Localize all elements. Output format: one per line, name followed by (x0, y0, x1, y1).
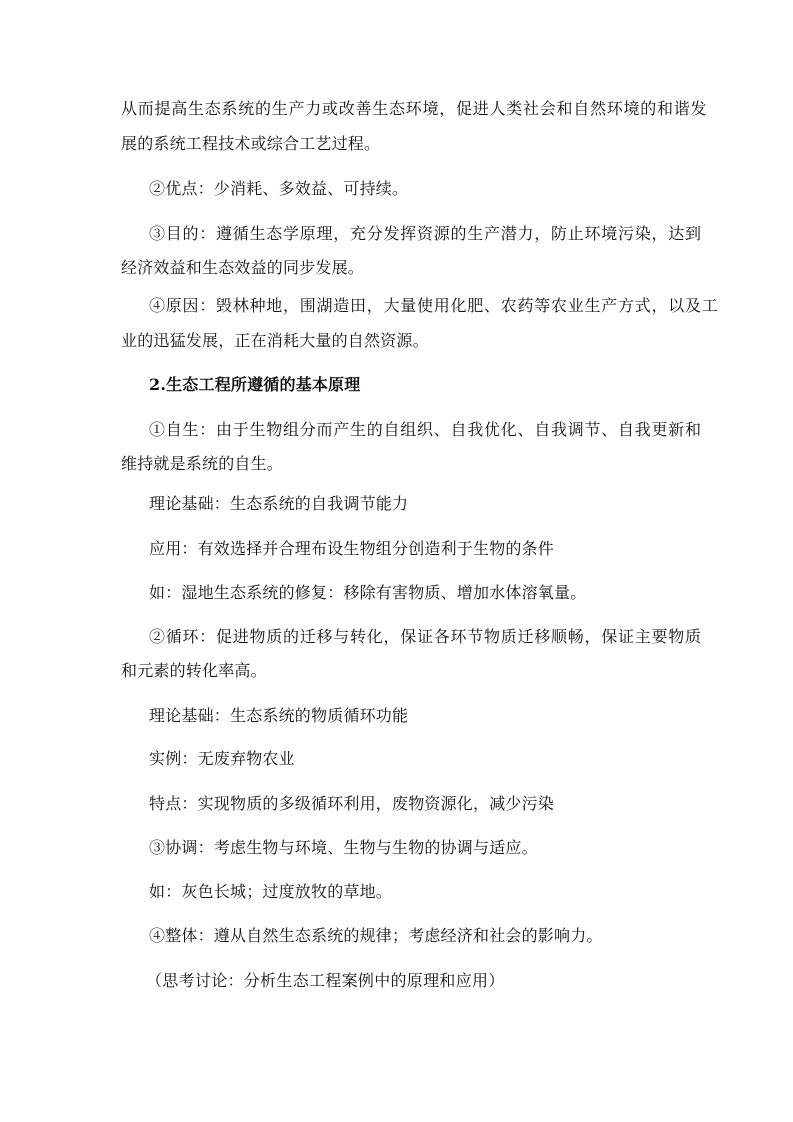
paragraph-cycle-example: 实例：无废弃物农业 (149, 749, 295, 768)
section-heading-principles: 2.生态工程所遵循的基本原理 (149, 375, 361, 394)
paragraph-cause-line-1: ④原因：毁林种地，围湖造田，大量使用化肥、农药等农业生产方式，以及工 (149, 296, 719, 315)
paragraph-advantages: ②优点：少消耗、多效益、可持续。 (149, 179, 409, 198)
discussion-note: （思考讨论：分析生态工程案例中的原理和应用） (146, 971, 505, 990)
paragraph-holism: ④整体：遵从自然生态系统的规律；考虑经济和社会的影响力。 (149, 926, 603, 945)
paragraph-purpose-line-2: 经济效益和生态效益的同步发展。 (121, 258, 365, 277)
paragraph-cycle-theory: 理论基础：生态系统的物质循环功能 (149, 706, 409, 725)
paragraph-cause-line-2: 业的迅猛发展，正在消耗大量的自然资源。 (121, 331, 429, 350)
paragraph-coordination: ③协调：考虑生物与环境、生物与生物的协调与适应。 (149, 838, 538, 857)
paragraph-purpose-line-1: ③目的：遵循生态学原理，充分发挥资源的生产潜力，防止环境污染，达到 (149, 224, 702, 243)
paragraph-definition-line-1: 从而提高生态系统的生产力或改善生态环境，促进人类社会和自然环境的和谐发 (121, 99, 708, 118)
paragraph-self-organization-application: 应用：有效选择并合理布设生物组分创造利于生物的条件 (149, 539, 555, 558)
paragraph-definition-line-2: 展的系统工程技术或综合工艺过程。 (121, 134, 381, 153)
paragraph-self-organization-line-2: 维持就是系统的自生。 (121, 454, 284, 473)
paragraph-cycle-line-2: 和元素的转化率高。 (121, 661, 267, 680)
paragraph-cycle-features: 特点：实现物质的多级循环利用，废物资源化，减少污染 (149, 794, 555, 813)
paragraph-self-organization-theory: 理论基础：生态系统的自我调节能力 (149, 494, 409, 513)
paragraph-self-organization-line-1: ①自生：由于生物组分而产生的自组织、自我优化、自我调节、自我更新和 (149, 420, 702, 439)
paragraph-cycle-line-1: ②循环：促进物质的迁移与转化，保证各环节物质迁移顺畅，保证主要物质 (149, 627, 702, 646)
paragraph-coordination-example: 如：灰色长城；过度放牧的草地。 (149, 882, 393, 901)
paragraph-self-organization-example: 如：湿地生态系统的修复：移除有害物质、增加水体溶氧量。 (149, 583, 587, 602)
